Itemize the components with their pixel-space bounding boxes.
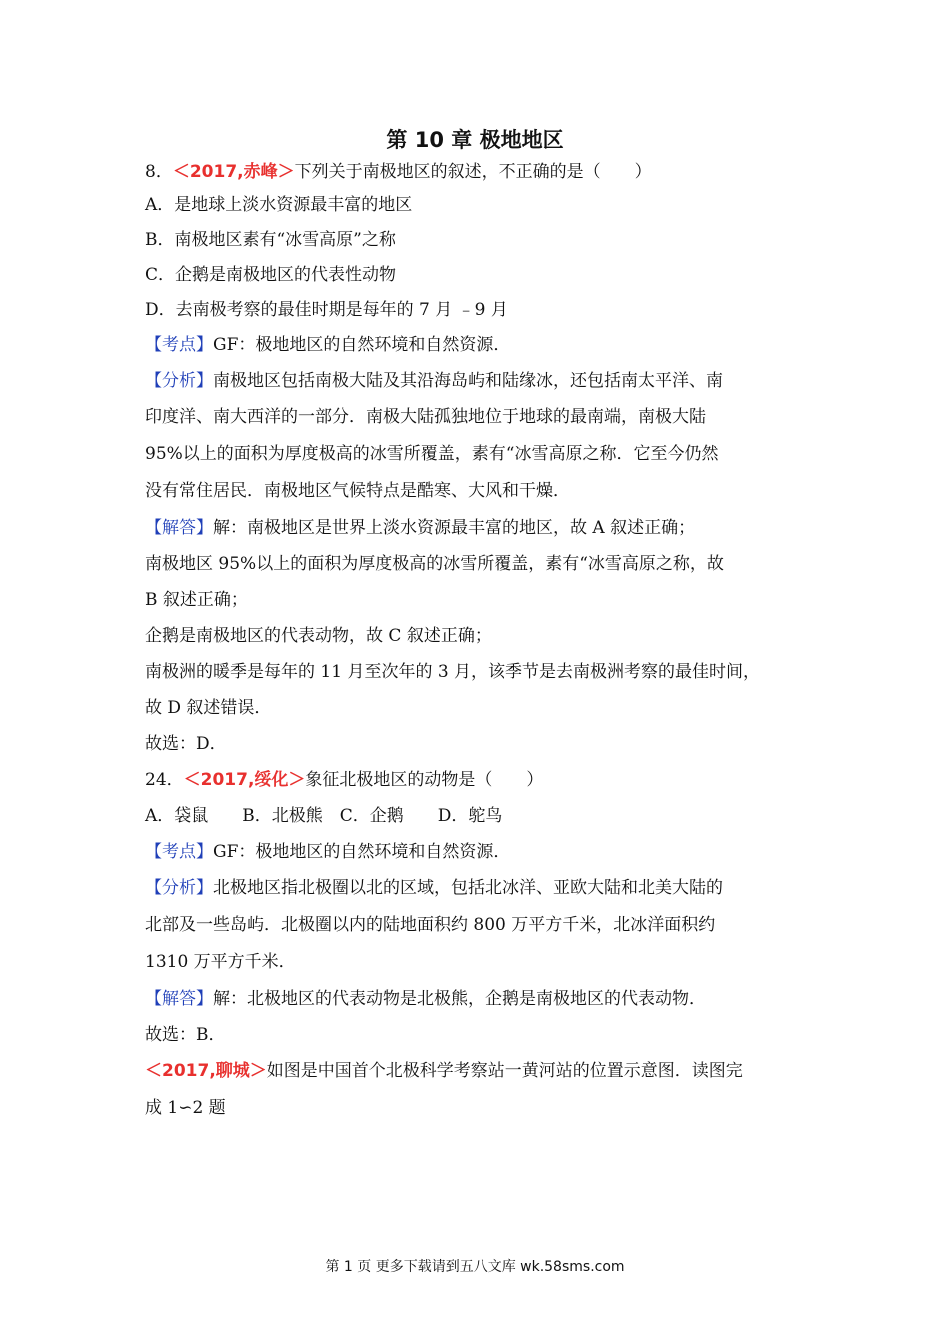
jieda: 【解答】解：北极地区的代表动物是北极熊，企鹅是南极地区的代表动物． [145, 989, 706, 1009]
option-a: A．是地球上淡水资源最丰富的地区 [145, 195, 413, 215]
kaodian: 【考点】GF：极地地区的自然环境和自然资源． [145, 335, 511, 355]
jieda-line: B 叙述正确； [145, 590, 248, 610]
question-24-stem: 24．＜2017,绥化＞象征北极地区的动物是（ ） [145, 770, 544, 790]
fenxi-tag: 【分析】 [145, 878, 213, 898]
jieda: 【解答】解：南极地区是世界上淡水资源最丰富的地区，故 A 叙述正确； [145, 518, 696, 538]
answer-line: 故选：B． [145, 1025, 226, 1045]
question-source: ＜2017,聊城＞ [145, 1061, 267, 1081]
question-source: ＜2017,绥化＞ [183, 770, 306, 790]
question-liaocheng-stem: ＜2017,聊城＞如图是中国首个北极科学考察站一黄河站的位置示意图．读图完 [145, 1061, 743, 1081]
jieda-tag: 【解答】 [145, 989, 213, 1009]
fenxi-tag: 【分析】 [145, 371, 213, 391]
answer-line: 故选：D． [145, 734, 227, 754]
fenxi-line: 没有常住居民．南极地区气候特点是酷寒、大风和干燥． [145, 481, 570, 501]
fenxi: 【分析】北极地区指北极圈以北的区域，包括北冰洋、亚欧大陆和北美大陆的 [145, 878, 723, 898]
jieda-tag: 【解答】 [145, 518, 213, 538]
options-line: A．袋鼠 B．北极熊 C．企鹅 D．鸵鸟 [145, 806, 503, 826]
option-b: B．南极地区素有“冰雪高原”之称 [145, 230, 396, 250]
fenxi-line: 1310 万平方千米． [145, 952, 296, 972]
page-title: 第 10 章 极地地区 [386, 128, 564, 152]
question-liaocheng-stem-2: 成 1∽2 题 [145, 1098, 226, 1118]
option-c: C．企鹅是南极地区的代表性动物 [145, 265, 397, 285]
jieda-line: 企鹅是南极地区的代表动物，故 C 叙述正确； [145, 626, 492, 646]
kaodian: 【考点】GF：极地地区的自然环境和自然资源． [145, 842, 511, 862]
fenxi-line: 95%以上的面积为厚度极高的冰雪所覆盖，素有“冰雪高原之称．它至今仍然 [145, 444, 719, 464]
jieda-line: 南极洲的暖季是每年的 11 月至次年的 3 月，该季节是去南极洲考察的最佳时间， [145, 662, 761, 682]
fenxi: 【分析】南极地区包括南极大陆及其沿海岛屿和陆缘冰，还包括南太平洋、南 [145, 371, 723, 391]
fenxi-line: 印度洋、南大西洋的一部分．南极大陆孤独地位于地球的最南端，南极大陆 [145, 407, 706, 427]
fenxi-line: 北部及一些岛屿．北极圈以内的陆地面积约 800 万平方千米，北冰洋面积约 [145, 915, 716, 935]
question-8-stem: 8．＜2017,赤峰＞下列关于南极地区的叙述，不正确的是（ ） [145, 162, 652, 182]
content-body [145, 156, 820, 1127]
kaodian-tag: 【考点】 [145, 335, 213, 355]
jieda-line: 故 D 叙述错误． [145, 698, 272, 718]
kaodian-tag: 【考点】 [145, 842, 213, 862]
option-d: D．去南极考察的最佳时期是每年的 7 月 ﹣9 月 [145, 300, 508, 320]
page-footer: 第 1 页 更多下载请到五八文库 wk.58sms.com [325, 1259, 625, 1275]
question-source: ＜2017,赤峰＞ [172, 162, 295, 182]
jieda-line: 南极地区 95%以上的面积为厚度极高的冰雪所覆盖，素有“冰雪高原之称，故 [145, 554, 724, 574]
